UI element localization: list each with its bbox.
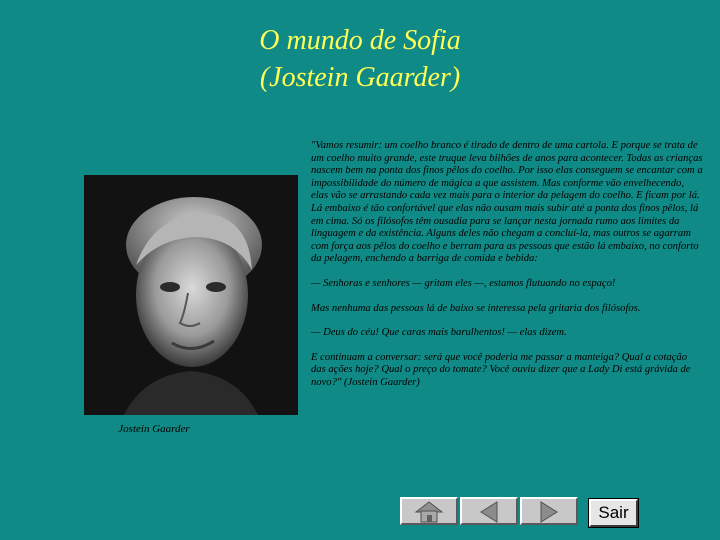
arrow-right-icon	[537, 501, 561, 523]
quote-paragraph-1: "Vamos resumir: um coelho branco é tirado de dentro de uma cartola. E porque se trata de um coelho muito grande, este truque leva bilhões de anos para acontecer. Todas as crianças nascem bem na ponta dos finos pêlos do coelho. Por isso elas conseguem se encantar com a impossibilidade do número de mágica a que assistem. Mas conforme vão envelhecendo, elas vão se arrastando cada vez mais para o interior da pelagem do coelho. E ficam por lá. Lá embaixo é tão confortável que elas não ousam mais subir até a ponta dos finos pêlos, lá em cima. Só os filósofos têm ousadia para se lançar nesta jornada rumo aos limites da linguagem e da existência. Alguns deles não chegam a concluí-la, mas outros se agarram com força aos pêlos do coelho e berram para as pessoas que estão lá embaixo, no conforto da pelagem, enchendo a barriga de comida e bebida:	[311, 140, 703, 265]
author-portrait-image	[84, 175, 298, 415]
author-photo	[84, 175, 298, 415]
title-line-2: (Jostein Gaarder)	[259, 62, 461, 93]
quote-text	[311, 140, 703, 402]
quote-paragraph-3: Mas nenhuma das pessoas lá de baixo se interessa pela gritaria dos filósofos.	[311, 302, 641, 314]
exit-button[interactable]: Sair	[589, 499, 638, 527]
slide-title	[0, 22, 720, 96]
quote-paragraph-4: — Deus do céu! Que caras mais barulhentos! — elas dizem.	[311, 327, 567, 339]
title-line-1: O mundo de Sofia	[259, 25, 461, 56]
arrow-left-icon	[477, 501, 501, 523]
next-button[interactable]	[520, 497, 578, 525]
previous-button[interactable]	[460, 497, 518, 525]
photo-caption: Jostein Gaarder	[118, 423, 190, 435]
quote-paragraph-2: — Senhoras e senhores — gritam eles —, estamos flutuando no espaço!	[311, 277, 616, 289]
quote-paragraph-5: E continuam a conversar: será que você poderia me passar a manteiga? Qual a cotação das ações hoje? Qual o preço do tomate? Você ouviu dizer que a Lady Di está grávida de novo?" (Jostein Gaarder)	[311, 351, 691, 388]
home-button[interactable]	[400, 497, 458, 525]
home-icon	[413, 501, 445, 523]
